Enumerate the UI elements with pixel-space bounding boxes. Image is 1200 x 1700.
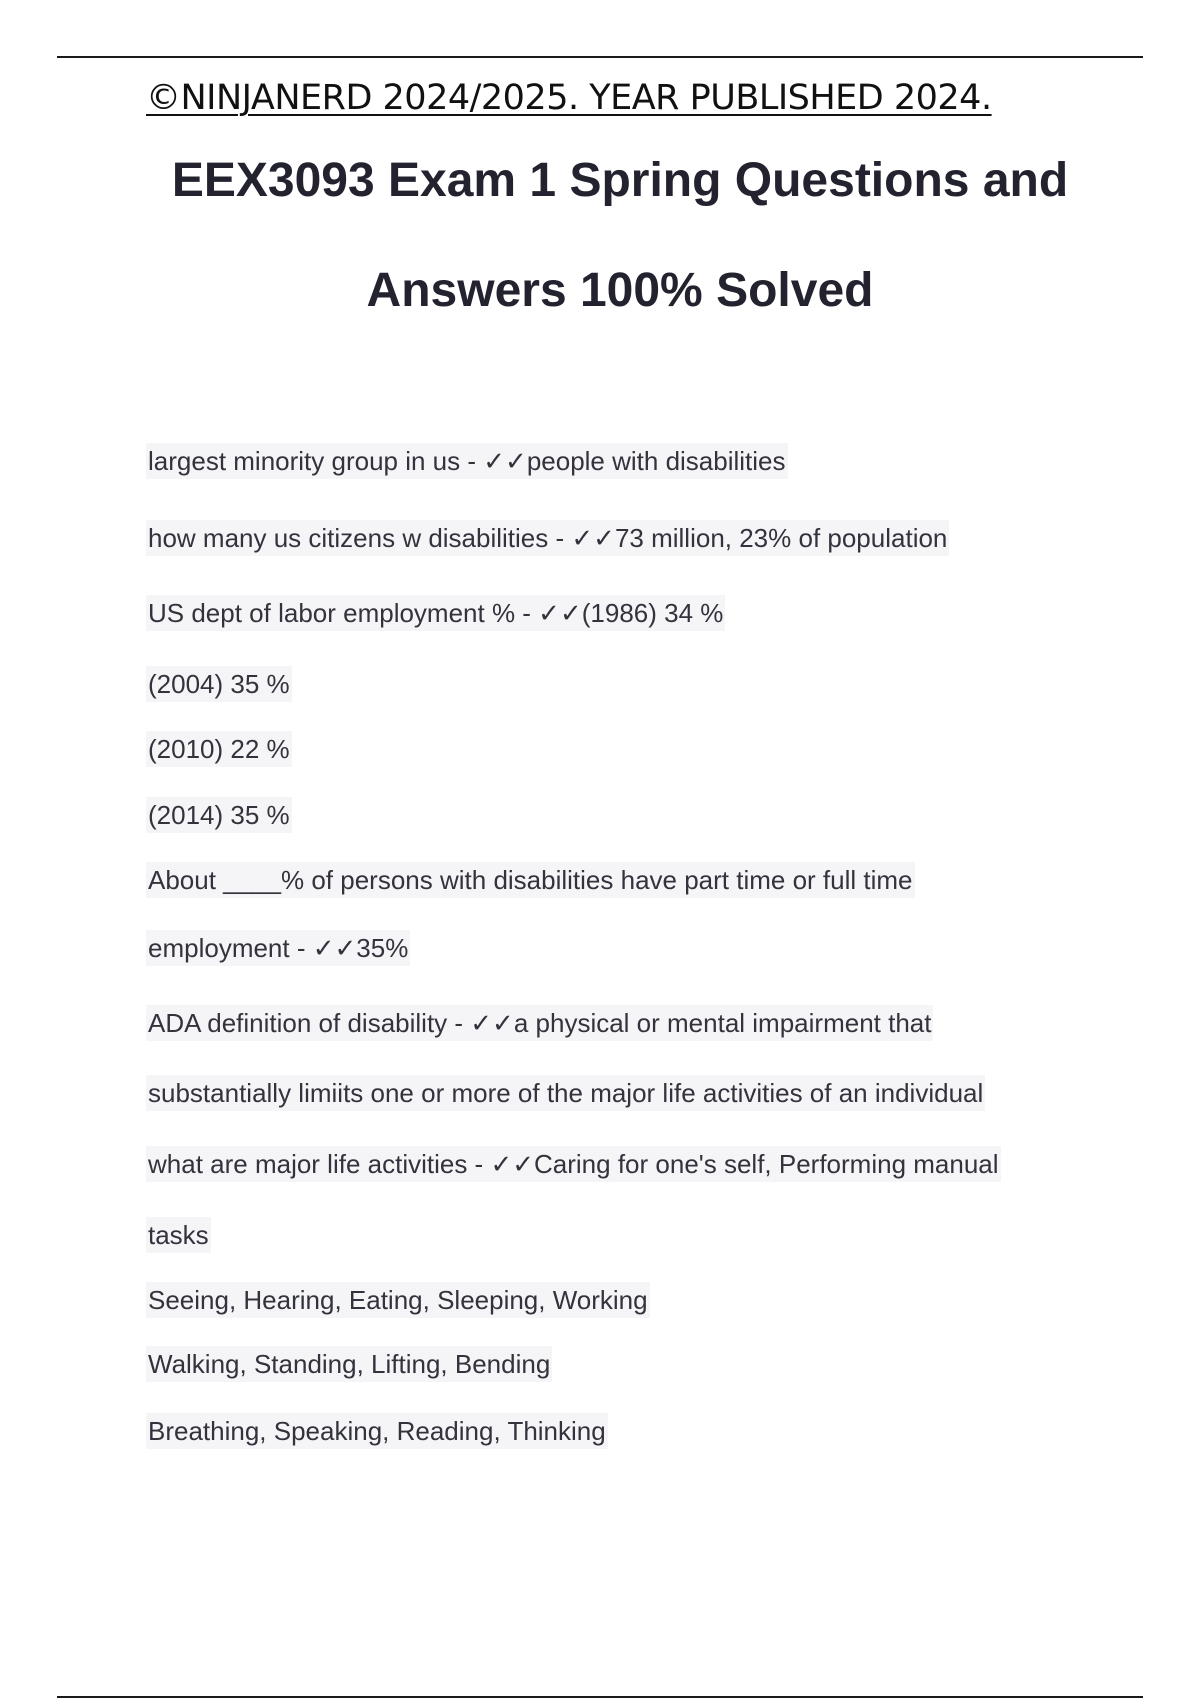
qa-line-1: largest minority group in us - ✓✓people with disabilities: [146, 443, 788, 479]
qa-line-12: tasks: [146, 1217, 211, 1253]
qa-line-9: ADA definition of disability - ✓✓a physical or mental impairment that: [146, 1005, 933, 1041]
qa-line-5: (2010) 22 %: [146, 731, 292, 767]
qa-line-11: what are major life activities - ✓✓Caring for one's self, Performing manual: [146, 1146, 1001, 1182]
qa-line-8: employment - ✓✓35%: [146, 930, 410, 966]
qa-line-4: (2004) 35 %: [146, 666, 292, 702]
qa-line-14: Walking, Standing, Lifting, Bending: [146, 1346, 552, 1382]
qa-line-2: how many us citizens w disabilities - ✓✓73 million, 23% of population: [146, 520, 949, 556]
qa-line-15: Breathing, Speaking, Reading, Thinking: [146, 1413, 608, 1449]
bottom-rule: [57, 1696, 1143, 1698]
top-rule: [57, 56, 1143, 58]
qa-line-7: About ____% of persons with disabilities have part time or full time: [146, 862, 915, 898]
copyright-header: ©NINJANERD 2024/2025. YEAR PUBLISHED 2024.: [146, 78, 992, 118]
qa-line-3: US dept of labor employment % - ✓✓(1986) 34 %: [146, 595, 725, 631]
qa-line-13: Seeing, Hearing, Eating, Sleeping, Working: [146, 1282, 650, 1318]
document-title-line-2: Answers 100% Solved: [366, 264, 874, 317]
document-title-line-1: EEX3093 Exam 1 Spring Questions and: [171, 154, 1069, 207]
qa-line-10: substantially limiits one or more of the major life activities of an individual: [146, 1075, 985, 1111]
qa-line-6: (2014) 35 %: [146, 797, 292, 833]
